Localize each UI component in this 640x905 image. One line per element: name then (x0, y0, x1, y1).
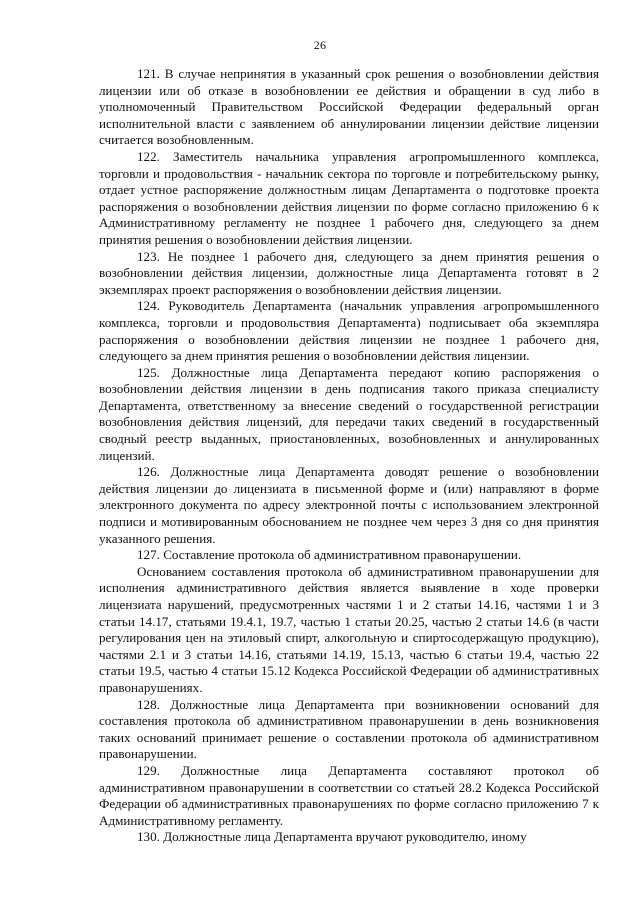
paragraph-124: 124. Руководитель Департамента (начальник управления агропромышленного комплекса, торговли и продовольствия Департамента) подписывает оба экземпляра распоряжения о возобновлении действия лицензии не позднее 1 рабочего дня, следующего за днем принятия решения о возобновлении действия лицензии. (99, 298, 599, 364)
paragraph-129: 129. Должностные лица Департамента составляют протокол об административном правонарушении в соответствии со статьей 28.2 Кодекса Российской Федерации об административных правонарушениях по форме согласно приложению 7 к Административному регламенту. (99, 762, 599, 828)
paragraph-123: 123. Не позднее 1 рабочего дня, следующего за днем принятия решения о возобновлении действия лицензии, должностные лица Департамента готовят в 2 экземплярах проект распоряжения о возобновлении действия лицензии. (99, 248, 599, 297)
paragraph-127-grounds: Основанием составления протокола об административном правонарушении для исполнения административного действия является выявление в ходе проверки лицензиата нарушений, предусмотренных частями 1 и 2 статьи 14.16, частями 1 и 3 статьи 14.17, статьями 19.4.1, 19.7, частью 1 статьи 20.25, частью 2 статьи 14.6 (в части регулирования цен на этиловый спирт, алкогольную и спиртосодержащую продукцию), частями 2.1 и 3 статьи 14.16, статьями 14.19, 15.13, частью 6 статьи 19.4, частью 22 статьи 19.5, частью 4 статьи 15.12 Кодекса Российской Федерации об административных правонарушениях. (99, 563, 599, 695)
paragraph-125: 125. Должностные лица Департамента передают копию распоряжения о возобновлении действия лицензии в день подписания такого приказа специалисту Департамента, ответственному за внесение сведений о государственной регистрации возобновления действия лицензий, для передачи таких сведений в государственный сводный реестр выданных, приостановленных, возобновленных и аннулированных лицензий. (99, 364, 599, 463)
paragraph-122: 122. Заместитель начальника управления агропромышленного комплекса, торговли и продовольствия - начальник сектора по торговле и потребительскому рынку, отдает устное распоряжение должностным лицам Департамента о подготовке проекта распоряжения о возобновлении действия лицензии по форме согласно приложению 6 к Административному регламенту не позднее 1 рабочего дня, следующего за днем принятия решения о возобновлении действия лицензии. (99, 148, 599, 247)
page-number: 26 (313, 38, 327, 52)
paragraph-126: 126. Должностные лица Департамента доводят решение о возобновлении действия лицензии до лицензиата в письменной форме и (или) направляют в форме электронного документа по адресу электронной почты с использованием электронной подписи и мотивированным обоснованием не позднее чем через 3 дня со дня принятия указанного решения. (99, 464, 599, 546)
paragraph-127-heading: 127. Составление протокола об административном правонарушении. (137, 547, 522, 563)
paragraph-121: 121. В случае непринятия в указанный срок решения о возобновлении действия лицензии или об отказе в возобновлении ее действия и обращении в суд либо в уполномоченный Правительством Российской Федерации федеральный орган исполнительной власти с заявлением об аннулировании лицензии действие лицензии считается возобновленным. (99, 66, 599, 148)
paragraph-128: 128. Должностные лица Департамента при возникновении оснований для составления протокола об административном правонарушении в день возникновения таких оснований принимает решение о составлении протокола об административном правонарушении. (99, 696, 599, 762)
paragraph-130: 130. Должностные лица Департамента вручают руководителю, иному (137, 829, 527, 845)
document-body (99, 66, 599, 846)
